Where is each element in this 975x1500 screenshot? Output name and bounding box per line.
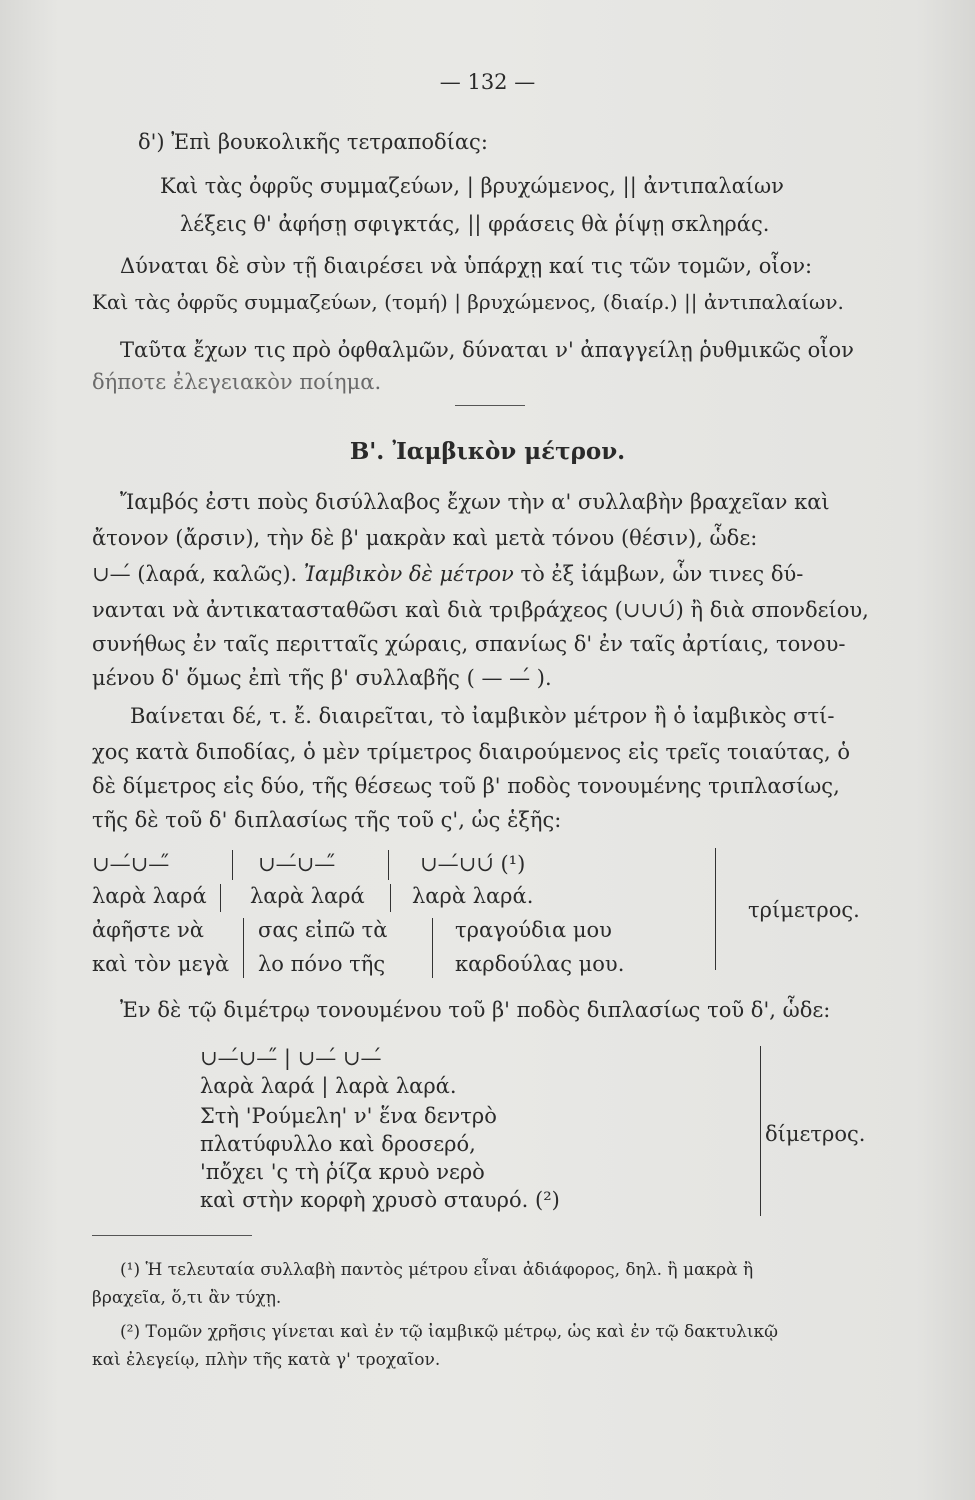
bracket-line xyxy=(760,1046,761,1216)
trimeter-cell: λαρὰ λαρά. xyxy=(412,884,534,908)
paragraph-line xyxy=(92,560,803,588)
trimeter-cell: ἀφῆστε νὰ xyxy=(92,918,204,942)
text-span: τὸ ἐξ ἰάμβων, ὧν τινες δύ- xyxy=(513,562,804,586)
footnote-line: βραχεῖα, ὅ,τι ἂν τύχῃ. xyxy=(92,1288,282,1308)
paragraph-line: νανται νὰ ἀντικατασταθῶσι καὶ διὰ τριβράχεος (∪∪∪́) ἢ διὰ σπονδείου, xyxy=(92,598,869,622)
section-d-heading: δ') Ἐπὶ βουκολικῆς τετραποδίας: xyxy=(138,130,488,154)
column-divider xyxy=(390,884,391,912)
column-divider xyxy=(243,918,244,978)
paragraph-line: Ἴαμβός ἐστι ποὺς δισύλλαβος ἔχων τὴν α' συλλαβὴν βραχεῖαν καὶ xyxy=(120,490,830,514)
trimeter-cell: ∪—́∪—̋ xyxy=(92,852,170,876)
paragraph-line: ἄτονον (ἄρσιν), τὴν δὲ β' μακρὰν καὶ μετὰ τόνου (θέσιν), ὧδε: xyxy=(92,526,758,550)
paragraph-line: Ταῦτα ἔχων τις πρὸ ὀφθαλμῶν, δύναται ν' ἀπαγγείλῃ ῥυθμικῶς οἷον xyxy=(120,338,854,362)
paragraph-line: Δύναται δὲ σὺν τῇ διαιρέσει νὰ ὑπάρχῃ καί τις τῶν τομῶν, οἷον: xyxy=(120,254,813,278)
metric-notation: ∪—́ (λαρά, καλῶς). xyxy=(92,562,304,586)
section-title: Β'. Ἰαμβικὸν μέτρον. xyxy=(349,438,626,465)
footnote-rule xyxy=(92,1235,252,1236)
column-divider xyxy=(432,918,433,978)
dimeter-line: λαρὰ λαρά | λαρὰ λαρά. xyxy=(200,1074,457,1098)
section-divider xyxy=(455,405,525,406)
bracket-line xyxy=(715,848,716,970)
paragraph-line: χος κατὰ διποδίας, ὁ μὲν τρίμετρος διαιρούμενος εἰς τρεῖς τοιαύτας, ὁ xyxy=(92,740,850,764)
dimeter-line: 'πὄχει 'ς τὴ ῥίζα κρυὸ νερὸ xyxy=(200,1160,485,1184)
dimeter-line: Στὴ 'Ρούμελη' ν' ἕνα δεντρὸ xyxy=(200,1104,497,1128)
verse-line: λέξεις θ' ἀφήσῃ σφιγκτάς, || φράσεις θὰ ῥίψῃ σκληράς. xyxy=(180,212,770,236)
trimeter-cell: ∪—́∪—̋ xyxy=(258,852,336,876)
trimeter-cell: λαρὰ λαρά xyxy=(250,884,365,908)
footnote-line: (¹) Ἡ τελευταία συλλαβὴ παντὸς μέτρου εἶναι ἀδιάφορος, δηλ. ἢ μακρὰ ἢ xyxy=(120,1260,754,1280)
page-number: — 132 — xyxy=(439,70,536,94)
trimeter-cell: καρδούλας μου. xyxy=(455,952,625,976)
dimeter-line: καὶ στὴν κορφὴ χρυσὸ σταυρό. (²) xyxy=(200,1188,560,1212)
italic-term: Ἰαμβικὸν δὲ μέτρον xyxy=(303,562,514,586)
paragraph-line: Καὶ τὰς ὀφρῦς συμμαζεύων, (τομή) | βρυχώμενος, (διαίρ.) || ἀντιπαλαίων. xyxy=(92,290,844,314)
dimeter-label: δίμετρος. xyxy=(765,1122,866,1146)
paragraph-line: συνήθως ἐν ταῖς περιτταῖς χώραις, σπανίως δ' ἐν ταῖς ἀρτίαις, τονου- xyxy=(92,632,846,656)
column-divider xyxy=(220,884,221,912)
column-divider xyxy=(388,850,389,880)
dimeter-line: πλατύφυλλο καὶ δροσερό, xyxy=(200,1132,476,1156)
trimeter-cell: λο πόνο τῆς xyxy=(258,952,386,976)
trimeter-label: τρίμετρος. xyxy=(748,898,860,922)
paragraph-line: δήποτε ἐλεγειακὸν ποίημα. xyxy=(92,370,382,394)
trimeter-cell: καὶ τὸν μεγὰ xyxy=(92,952,230,976)
paragraph-line: μένου δ' ὅμως ἐπὶ τῆς β' συλλαβῆς ( — —́ ). xyxy=(92,666,552,690)
footnote-line: καὶ ἐλεγείῳ, πλὴν τῆς κατὰ γ' τροχαῖον. xyxy=(92,1350,441,1370)
footnote-line: (²) Τομῶν χρῆσις γίνεται καὶ ἐν τῷ ἰαμβικῷ μέτρῳ, ὡς καὶ ἐν τῷ δακτυλικῷ xyxy=(120,1322,779,1342)
column-divider xyxy=(232,850,233,880)
paragraph-line: τῆς δὲ τοῦ δ' διπλασίως τῆς τοῦ ς', ὡς ἑξῆς: xyxy=(92,808,562,832)
paragraph-line: Βαίνεται δέ, τ. ἔ. διαιρεῖται, τὸ ἰαμβικὸν μέτρον ἢ ὁ ἰαμβικὸς στί- xyxy=(130,704,835,728)
paragraph-line: δὲ δίμετρος εἰς δύο, τῆς θέσεως τοῦ β' ποδὸς τονουμένης τριπλασίως, xyxy=(92,774,840,798)
paragraph-line: Ἐν δὲ τῷ διμέτρῳ τονουμένου τοῦ β' ποδὸς διπλασίως τοῦ δ', ὧδε: xyxy=(120,998,831,1022)
verse-line: Καὶ τὰς ὀφρῦς συμμαζεύων, | βρυχώμενος, || ἀντιπαλαίων xyxy=(160,174,784,198)
trimeter-cell: σας εἰπῶ τὰ xyxy=(258,918,388,942)
trimeter-cell: λαρὰ λαρά xyxy=(92,884,207,908)
trimeter-cell: τραγούδια μου xyxy=(455,918,612,942)
trimeter-cell: ∪—́∪∪́ (¹) xyxy=(420,852,526,876)
dimeter-line: ∪—́∪—̋ | ∪—́ ∪—́ xyxy=(200,1046,382,1070)
